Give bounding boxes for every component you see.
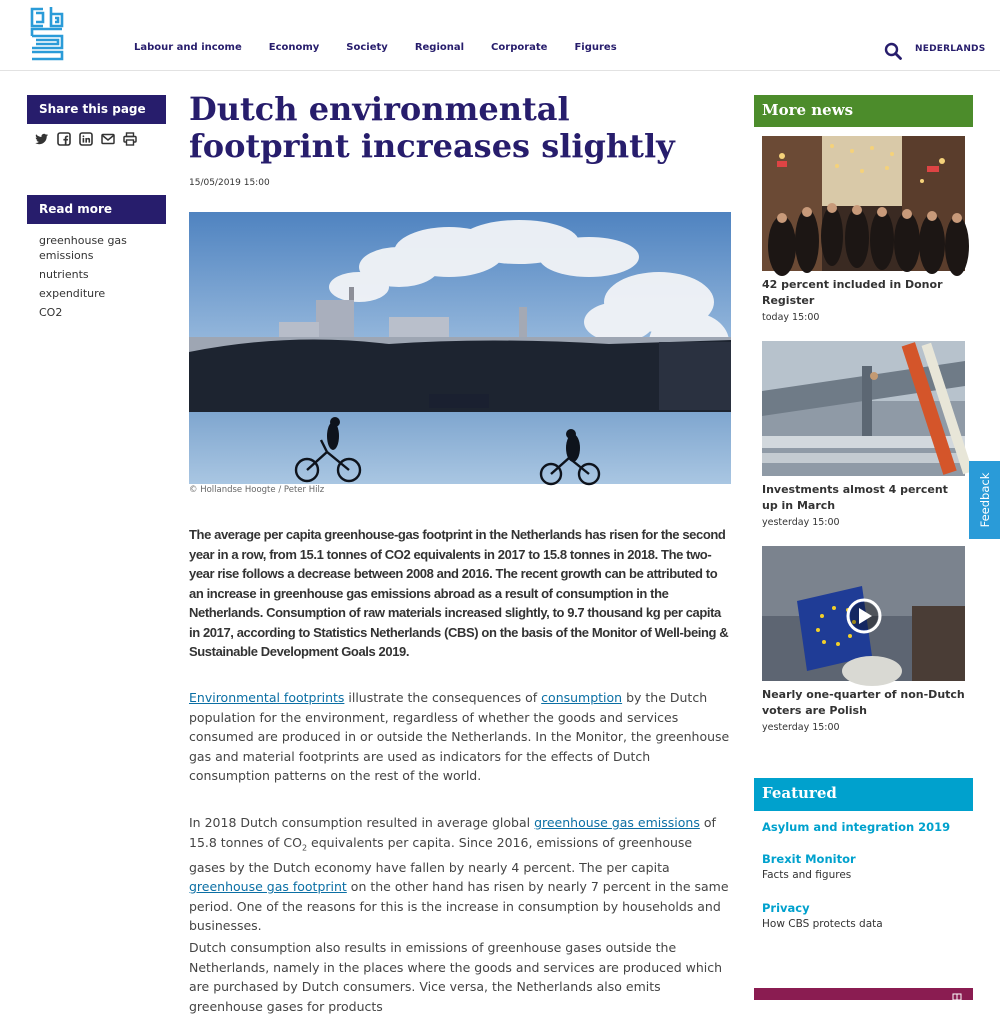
news-time: today 15:00 <box>762 312 820 323</box>
featured-link[interactable]: Asylum and integration 2019 <box>762 820 951 834</box>
featured-link[interactable]: Privacy <box>762 901 810 915</box>
gift-icon <box>952 991 962 1000</box>
nav-corporate[interactable]: Corporate <box>491 42 548 53</box>
read-more-list <box>39 233 149 324</box>
news-title[interactable]: Nearly one-quarter of non-Dutch voters are Polish <box>762 688 965 717</box>
bottom-panel-header <box>754 988 973 1000</box>
main-nav <box>134 42 644 53</box>
site-header <box>0 0 1000 71</box>
email-icon[interactable] <box>101 131 115 145</box>
article-lead: The average per capita greenhouse-gas footprint in the Netherlands has risen for the second year in a row, from 15.1 tonnes of CO2 equivalents in 2017 to 15.8 tonnes in 2018. The two-year rise follows a decrease between 2008 and 2016. The recent growth can be attributed to an increase in greenhouse gas emissions abroad as a result of consumption in the Netherlands. Consumption of raw materials increased slightly, to 9.7 thousand kg per capita in 2017, according to Statistics Netherlands (CBS) on the basis of the Monitor of Well-being & Sustainable Development Goals 2019. <box>189 527 729 659</box>
twitter-icon[interactable] <box>35 131 49 145</box>
news-item[interactable] <box>762 341 965 528</box>
page-title: Dutch environmental footprint increases slightly <box>189 90 675 165</box>
read-more-expenditure[interactable]: expenditure <box>39 287 106 300</box>
read-more-greenhouse-gas-emissions[interactable]: greenhouse gas emissions <box>39 234 127 262</box>
nav-labour-and-income[interactable]: Labour and income <box>134 42 242 53</box>
cbs-logo[interactable] <box>29 6 65 61</box>
feedback-tab[interactable] <box>969 461 1000 539</box>
more-news-title: More news <box>754 95 973 127</box>
news-title[interactable]: 42 percent included in Donor Register <box>762 278 943 307</box>
read-more-co2[interactable]: CO2 <box>39 306 63 319</box>
article-paragraph-1: Environmental footprints illustrate the consequences of consumption by the Dutch population for the environment, regardless of whether the goods and services consumed are produced in or outside the Netherlands. In the Monitor, the greenhouse gas and material footprints are used as indicators for the effects of Dutch consumption patterns on the rest of the world. <box>189 690 730 783</box>
article-date: 15/05/2019 15:00 <box>189 178 270 188</box>
share-title: Share this page <box>27 95 166 124</box>
share-icons <box>35 131 137 145</box>
featured-item-privacy <box>762 901 962 930</box>
link-greenhouse-gas-emissions[interactable]: greenhouse gas emissions <box>534 815 700 830</box>
news-title[interactable]: Investments almost 4 percent up in March <box>762 483 948 512</box>
news-item[interactable] <box>762 546 965 733</box>
nav-society[interactable]: Society <box>346 42 388 53</box>
read-more-nutrients[interactable]: nutrients <box>39 268 89 281</box>
search-icon[interactable] <box>884 42 902 60</box>
facebook-icon[interactable] <box>57 131 71 145</box>
article-paragraph-2: In 2018 Dutch consumption resulted in average global greenhouse gas emissions of 15.8 tonnes of $CO_2$ equivalents per capita. Since 2016, emissions of greenhouse gases by the Dutch economy have fallen by nearly 4 percent. The per capita greenhouse gas footprint on the other hand has risen by nearly 7 percent in the same period. One of the reasons for this is the increase in consumption by households and businesses. <box>189 815 729 933</box>
featured-link[interactable]: Brexit Monitor <box>762 852 856 866</box>
nav-regional[interactable]: Regional <box>414 42 465 53</box>
news-image-construction <box>762 341 965 476</box>
news-time: yesterday 15:00 <box>762 722 840 733</box>
featured-item-brexit <box>762 852 962 881</box>
featured-title: Featured <box>754 778 973 811</box>
link-consumption[interactable]: consumption <box>541 690 623 705</box>
read-more-title: Read more <box>27 195 166 224</box>
news-image-shopping-street <box>762 136 965 271</box>
news-time: yesterday 15:00 <box>762 517 840 528</box>
article-paragraph-3: Dutch consumption also results in emissions of greenhouse gases outside the Netherlands, namely in the places where the goods and services are produced which are purchased by Dutch consumers. Vice versa, the Netherlands also emits greenhouse gases for products <box>189 940 723 1014</box>
featured-subtitle: Facts and figures <box>762 869 852 881</box>
featured-item-asylum <box>762 820 962 834</box>
print-icon[interactable] <box>123 131 137 145</box>
linkedin-icon[interactable] <box>79 131 93 145</box>
link-environmental-footprints[interactable]: Environmental footprints <box>189 690 345 705</box>
nav-economy[interactable]: Economy <box>268 42 320 53</box>
news-item[interactable] <box>762 136 965 323</box>
language-switch[interactable]: NEDERLANDS <box>915 44 986 54</box>
image-credit: © Hollandse Hoogte / Peter Hilz <box>189 485 325 495</box>
featured-subtitle: How CBS protects data <box>762 918 883 930</box>
link-greenhouse-gas-footprint[interactable]: greenhouse gas footprint <box>189 879 347 894</box>
nav-figures[interactable]: Figures <box>574 42 617 53</box>
news-image-eu-flag <box>762 546 965 681</box>
feedback-label: Feedback <box>977 472 992 528</box>
article-hero-image <box>189 212 731 484</box>
